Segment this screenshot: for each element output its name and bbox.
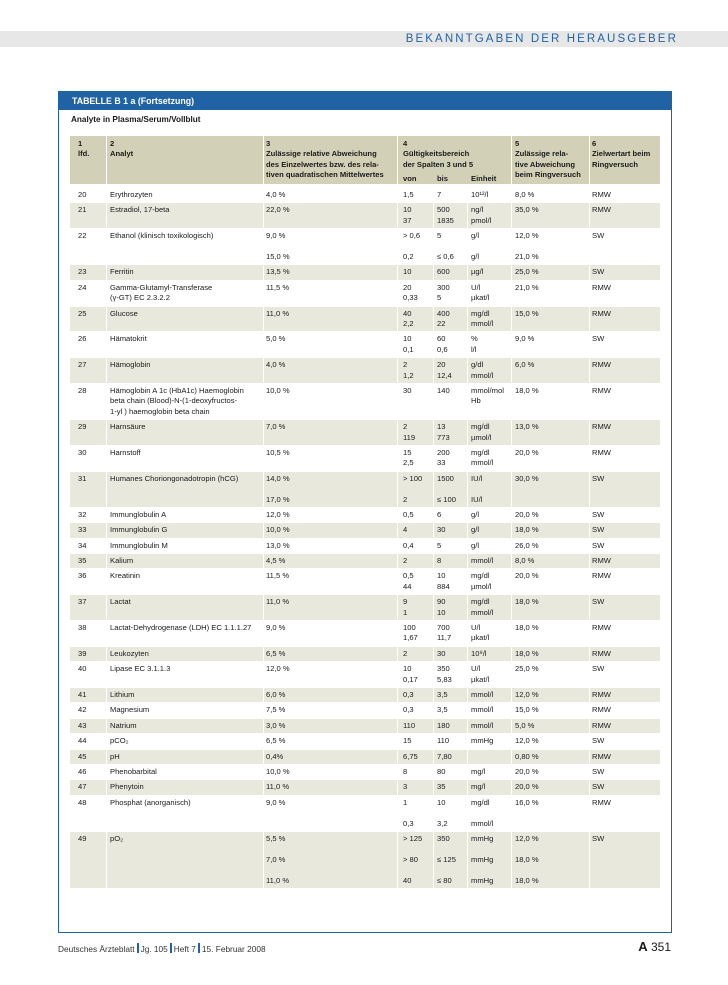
- cell-bis: 350 5,83: [437, 664, 452, 684]
- cell-einheit: mmol/l: [471, 705, 494, 715]
- cell-rab: 20,0 %: [515, 767, 539, 777]
- cell-von: 3: [403, 782, 408, 792]
- cell-abw: 10,5 %: [266, 447, 290, 457]
- cell-einheit: U/l µkat/l: [471, 282, 490, 303]
- cell-einheit: IU/l IU/l: [471, 473, 483, 504]
- cell-bis: 400 22: [437, 308, 450, 328]
- cell-analyt: Humanes Choriongonadotropin (hCG): [110, 473, 239, 483]
- cell-einheit: mmHg mmHg mmHg: [471, 833, 494, 885]
- cell-bis: 180: [437, 720, 450, 730]
- cell-analyt: Immunglobulin A: [110, 509, 167, 519]
- table-row: [70, 703, 660, 718]
- cell-von: 8: [403, 767, 408, 777]
- cell-analyt: Phenobarbital: [110, 767, 157, 777]
- cell-bis: 3,5: [437, 690, 448, 700]
- cell-abw: 0,4%: [266, 751, 284, 761]
- cell-abw: 12,0 %: [266, 664, 290, 674]
- cell-zw: RMW: [592, 385, 611, 395]
- cell-von: 15: [403, 736, 412, 746]
- cell-nr: 41: [78, 690, 87, 700]
- cell-analyt: Gamma-Glutamyl-Transferase (γ-GT) EC 2.3.2.2: [110, 282, 213, 303]
- cell-abw: 12,0 %: [266, 509, 290, 519]
- cell-rab: 20,0 %: [515, 509, 539, 519]
- cell-analyt: Ferritin: [110, 267, 134, 277]
- cell-analyt: pCO₂: [110, 736, 129, 746]
- table-row: [70, 539, 660, 554]
- table-subtitle: Analyte in Plasma/Serum/Vollblut: [71, 115, 201, 124]
- cell-rab: 20,0 %: [515, 571, 539, 581]
- cell-nr: 35: [78, 556, 87, 566]
- cell-zw: SW: [592, 525, 605, 535]
- cell-abw: 13,5 %: [266, 267, 290, 277]
- cell-abw: 4,0 %: [266, 190, 286, 199]
- cell-bis: 7: [437, 190, 442, 199]
- cell-bis: 6: [437, 509, 442, 519]
- cell-abw: 6,5 %: [266, 736, 286, 746]
- cell-rab: 0,80 %: [515, 751, 539, 761]
- cell-abw: 11,5 %: [266, 571, 290, 581]
- cell-abw: 7,0 %: [266, 422, 286, 432]
- cell-einheit: U/l µkat/l: [471, 623, 490, 643]
- cell-von: > 125 > 80 40: [403, 833, 423, 885]
- header-subcolumns: [401, 173, 594, 184]
- cell-zw: SW: [592, 736, 605, 746]
- cell-einheit: 10⁹/l: [471, 648, 487, 658]
- cell-analyt: Hämoglobin A 1c (HbA1c) Haemoglobin beta chain (Blood)-N-(1-deoxyfructos- 1-yl ) haemoglobin beta chain: [110, 385, 244, 416]
- cell-analyt: Hämatokrit: [110, 334, 147, 344]
- cell-einheit: mg/dl mmol/l: [471, 797, 494, 828]
- cell-bis: 500 1835: [437, 205, 454, 225]
- table-row: [70, 229, 660, 265]
- cell-nr: 40: [78, 664, 87, 674]
- cell-einheit: mg/dl µmol/l: [471, 422, 492, 442]
- cell-von: 0,5 44: [403, 571, 414, 591]
- cell-abw: 9,0 %: [266, 797, 286, 807]
- cell-abw: 13,0 %: [266, 540, 290, 550]
- cell-rab: 6,0 %: [515, 360, 535, 370]
- cell-zw: RMW: [592, 648, 611, 658]
- cell-bis: 60 0,6: [437, 334, 448, 354]
- cell-von: 110: [403, 720, 416, 730]
- cell-rab: 20,0 %: [515, 782, 539, 792]
- table-row: [70, 203, 660, 229]
- cell-rab: 15,0 %: [515, 705, 539, 715]
- cell-einheit: mmol/l: [471, 556, 494, 566]
- cell-nr: 46: [78, 767, 87, 777]
- cell-nr: 21: [78, 205, 87, 215]
- table-title: TABELLE B 1 a (Fortsetzung): [59, 92, 671, 110]
- cell-zw: RMW: [592, 360, 611, 370]
- cell-abw: 3,0 %: [266, 720, 286, 730]
- table-row: [70, 780, 660, 795]
- table-row: [70, 307, 660, 333]
- footer: [58, 943, 266, 954]
- data-table: [70, 136, 660, 889]
- cell-von: 10: [403, 267, 412, 277]
- cell-bis: 200 33: [437, 447, 450, 468]
- cell-zw: SW: [592, 267, 605, 277]
- cell-rab: 8,0 %: [515, 190, 535, 199]
- cell-nr: 37: [78, 597, 87, 607]
- cell-rab: 12,0 %: [515, 736, 539, 746]
- cell-abw: 4,0 %: [266, 360, 286, 370]
- cell-einheit: U/l µkat/l: [471, 664, 490, 684]
- table-row: [70, 662, 660, 688]
- cell-abw: 11,5 %: [266, 282, 290, 292]
- cell-bis: 350 ≤ 125 ≤ 80: [437, 833, 456, 885]
- cell-nr: 29: [78, 422, 87, 432]
- cell-bis: 700 11,7: [437, 623, 452, 643]
- cell-zw: SW: [592, 664, 605, 674]
- cell-bis: 300 5: [437, 282, 450, 303]
- cell-nr: 23: [78, 267, 87, 277]
- cell-nr: 45: [78, 751, 87, 761]
- cell-abw: 4,5 %: [266, 556, 286, 566]
- section-title: BEKANNTGABEN DER HERAUSGEBER: [405, 33, 678, 45]
- cell-von: 2: [403, 556, 408, 566]
- cell-von: 4: [403, 525, 408, 535]
- cell-nr: 25: [78, 308, 87, 318]
- page-number: A 351: [638, 939, 671, 954]
- journal-issue: Heft 7: [173, 944, 196, 954]
- cell-bis: 10 884: [437, 571, 450, 591]
- cell-einheit: mmHg: [471, 736, 494, 746]
- cell-abw: 5,0 %: [266, 334, 286, 344]
- cell-nr: 43: [78, 720, 87, 730]
- cell-bis: 30: [437, 525, 446, 535]
- cell-analyt: Lithium: [110, 690, 135, 700]
- cell-bis: 600: [437, 267, 450, 277]
- cell-abw: 9,0 %: [266, 623, 286, 633]
- cell-nr: 34: [78, 540, 87, 550]
- table-row: [70, 719, 660, 734]
- cell-abw: 10,0 %: [266, 767, 290, 777]
- table-row: [70, 621, 660, 647]
- cell-abw: 11,0 %: [266, 308, 290, 318]
- cell-bis: 7,80: [437, 751, 452, 761]
- cell-bis: 20 12,4: [437, 360, 452, 380]
- cell-nr: 33: [78, 525, 87, 535]
- cell-einheit: mg/dl µmol/l: [471, 571, 492, 591]
- cell-bis: 80: [437, 767, 446, 777]
- cell-zw: RMW: [592, 797, 611, 807]
- header-col-4: 4 Gültigkeitsbereich der Spalten 3 und 5: [403, 139, 474, 169]
- cell-nr: 38: [78, 623, 87, 633]
- cell-analyt: Phosphat (anorganisch): [110, 797, 191, 807]
- cell-nr: 27: [78, 360, 87, 370]
- cell-bis: 5: [437, 540, 442, 550]
- cell-zw: RMW: [592, 308, 611, 318]
- cell-nr: 28: [78, 385, 87, 395]
- cell-zw: RMW: [592, 205, 611, 215]
- cell-nr: 24: [78, 282, 87, 292]
- cell-einheit: ng/l pmol/l: [471, 205, 492, 225]
- cell-rab: 20,0 %: [515, 447, 539, 457]
- cell-nr: 39: [78, 648, 87, 658]
- table-row: [70, 595, 660, 621]
- cell-abw: 14,0 % 17,0 %: [266, 473, 290, 504]
- table-body: [70, 188, 660, 889]
- cell-analyt: Immunglobulin M: [110, 540, 168, 550]
- cell-abw: 10,0 %: [266, 385, 290, 395]
- cell-analyt: Natrium: [110, 720, 137, 730]
- cell-einheit: g/l: [471, 509, 480, 519]
- cell-zw: SW: [592, 597, 605, 607]
- cell-von: 10 0,1: [403, 334, 414, 354]
- cell-rab: 8,0 %: [515, 556, 535, 566]
- cell-abw: 22,0 %: [266, 205, 290, 215]
- table-row: [70, 265, 660, 280]
- cell-analyt: Erythrozyten: [110, 190, 153, 199]
- cell-analyt: Ethanol (klinisch toxikologisch): [110, 231, 214, 241]
- cell-von: 30: [403, 385, 412, 395]
- cell-rab: 26,0 %: [515, 540, 539, 550]
- cell-zw: RMW: [592, 623, 611, 633]
- table-row: [70, 508, 660, 523]
- cell-zw: RMW: [592, 690, 611, 700]
- cell-zw: RMW: [592, 282, 611, 292]
- cell-zw: SW: [592, 473, 605, 483]
- table-row: [70, 358, 660, 384]
- table-row: [70, 765, 660, 780]
- cell-abw: 11,0 %: [266, 782, 290, 792]
- cell-abw: 5,5 % 7,0 % 11,0 %: [266, 833, 290, 885]
- cell-von: 10 0,17: [403, 664, 418, 684]
- cell-zw: RMW: [592, 705, 611, 715]
- table-row: [70, 384, 660, 420]
- cell-nr: 47: [78, 782, 87, 792]
- cell-rab: 5,0 %: [515, 720, 535, 730]
- table-row: [70, 796, 660, 832]
- cell-nr: 31: [78, 473, 87, 483]
- cell-zw: SW: [592, 509, 605, 519]
- cell-von: 0,3: [403, 690, 414, 700]
- cell-abw: 11,0 %: [266, 597, 290, 607]
- cell-rab: 18,0 %: [515, 385, 539, 395]
- cell-analyt: Hämoglobin: [110, 360, 151, 370]
- cell-zw: RMW: [592, 556, 611, 566]
- cell-nr: 30: [78, 447, 87, 457]
- cell-zw: RMW: [592, 447, 611, 457]
- cell-rab: 12,0 % 18,0 % 18,0 %: [515, 833, 539, 885]
- cell-analyt: Glucose: [110, 308, 138, 318]
- cell-von: > 100 2: [403, 473, 423, 504]
- cell-abw: 6,5 %: [266, 648, 286, 658]
- cell-einheit: mmol/l: [471, 720, 494, 730]
- cell-einheit: g/l g/l: [471, 231, 480, 261]
- cell-rab: 18,0 %: [515, 525, 539, 535]
- cell-rab: 25,0 %: [515, 664, 539, 674]
- cell-bis: 35: [437, 782, 446, 792]
- cell-zw: SW: [592, 767, 605, 777]
- cell-zw: SW: [592, 231, 605, 241]
- cell-zw: SW: [592, 334, 605, 344]
- cell-rab: 15,0 %: [515, 308, 539, 318]
- cell-nr: 32: [78, 509, 87, 519]
- cell-von: 2 119: [403, 422, 416, 442]
- header-col-3: 3 Zulässige relative Abweichung des Einzelwertes bzw. des rela- tiven quadratischen Mittelwertes: [266, 139, 384, 180]
- table-row: [70, 420, 660, 446]
- cell-rab: 18,0 %: [515, 648, 539, 658]
- cell-zw: SW: [592, 540, 605, 550]
- cell-nr: 48: [78, 797, 87, 807]
- cell-nr: 20: [78, 190, 87, 199]
- cell-analyt: Lactat: [110, 597, 131, 607]
- cell-von: 6,75: [403, 751, 418, 761]
- cell-rab: 30,0 %: [515, 473, 539, 483]
- cell-analyt: Immunglobulin G: [110, 525, 168, 535]
- cell-rab: 12,0 % 21,0 %: [515, 231, 539, 261]
- cell-analyt: Harnsäure: [110, 422, 146, 432]
- cell-rab: 16,0 %: [515, 797, 539, 807]
- table-row: [70, 188, 660, 203]
- cell-zw: RMW: [592, 720, 611, 730]
- cell-analyt: Lipase EC 3.1.1.3: [110, 664, 171, 674]
- cell-rab: 9,0 %: [515, 334, 535, 344]
- journal-volume: Jg. 105: [140, 944, 168, 954]
- cell-abw: 7,5 %: [266, 705, 286, 715]
- cell-rab: 12,0 %: [515, 690, 539, 700]
- cell-rab: 18,0 %: [515, 597, 539, 607]
- cell-analyt: Harnstoff: [110, 447, 141, 457]
- cell-von: 15 2,5: [403, 447, 414, 468]
- table-row: [70, 281, 660, 307]
- cell-zw: SW: [592, 782, 605, 792]
- cell-bis: 110: [437, 736, 450, 746]
- table-row: [70, 446, 660, 472]
- cell-einheit: g/l: [471, 525, 480, 535]
- cell-analyt: Kalium: [110, 556, 134, 566]
- cell-nr: 26: [78, 334, 87, 344]
- cell-von: 0,5: [403, 509, 414, 519]
- header-von: von: [403, 174, 417, 183]
- table-row: [70, 734, 660, 749]
- header-col-2: 2 Analyt: [110, 139, 134, 159]
- cell-von: 100 1,67: [403, 623, 418, 643]
- table-row: [70, 523, 660, 538]
- cell-zw: RMW: [592, 571, 611, 581]
- cell-rab: 13,0 %: [515, 422, 539, 432]
- cell-einheit: mg/dl mmol/l: [471, 447, 494, 468]
- cell-von: 1,5: [403, 190, 414, 199]
- cell-von: 9 1: [403, 597, 408, 617]
- cell-einheit: mg/dl mmol/l: [471, 597, 494, 617]
- cell-nr: 36: [78, 571, 87, 581]
- table-row: [70, 832, 660, 889]
- cell-nr: 44: [78, 736, 87, 746]
- cell-nr: 22: [78, 231, 87, 241]
- header-col-1: 1 lfd.: [78, 139, 90, 159]
- cell-analyt: Lactat-Dehydrogenase (LDH) EC 1.1.1.27: [110, 623, 252, 633]
- table-row: [70, 647, 660, 662]
- table-row: [70, 332, 660, 358]
- cell-bis: 90 10: [437, 597, 446, 617]
- cell-nr: 42: [78, 705, 87, 715]
- cell-rab: 21,0 %: [515, 282, 539, 292]
- cell-einheit: mmol/mol Hb: [471, 385, 504, 406]
- header-einheit: Einheit: [471, 174, 497, 183]
- cell-rab: 35,0 %: [515, 205, 539, 215]
- cell-einheit: 10¹²/l: [471, 190, 489, 199]
- table-row: [70, 554, 660, 569]
- cell-analyt: Phenytoin: [110, 782, 144, 792]
- cell-abw: 10,0 %: [266, 525, 290, 535]
- cell-bis: 10 3,2: [437, 797, 448, 828]
- cell-einheit: % l/l: [471, 334, 478, 354]
- cell-von: 20 0,33: [403, 282, 418, 303]
- table-row: [70, 688, 660, 703]
- cell-von: 1 0,3: [403, 797, 414, 828]
- cell-zw: RMW: [592, 190, 611, 199]
- cell-abw: 9,0 % 15,0 %: [266, 231, 290, 261]
- cell-zw: SW: [592, 833, 605, 843]
- cell-von: 2: [403, 648, 408, 658]
- cell-rab: 18,0 %: [515, 623, 539, 633]
- cell-einheit: mg/l: [471, 782, 486, 792]
- cell-bis: 8: [437, 556, 442, 566]
- journal-date: 15. Februar 2008: [201, 944, 266, 954]
- cell-bis: 140: [437, 385, 450, 395]
- cell-einheit: g/l: [471, 540, 480, 550]
- header-col-5: 5 Zulässige rela- tive Abweichung beim Ringversuch: [515, 139, 581, 180]
- table-row: [70, 569, 660, 595]
- cell-von: 2 1,2: [403, 360, 414, 380]
- cell-abw: 6,0 %: [266, 690, 286, 700]
- journal-name: Deutsches Ärzteblatt: [58, 944, 135, 954]
- cell-rab: 25,0 %: [515, 267, 539, 277]
- cell-bis: 30: [437, 648, 446, 658]
- header-col-6: 6 Zielwertart beim Ringversuch: [592, 139, 651, 169]
- table-frame: [58, 91, 672, 933]
- cell-analyt: pO₂: [110, 833, 124, 843]
- cell-einheit: g/dl mmol/l: [471, 360, 494, 380]
- cell-zw: RMW: [592, 751, 611, 761]
- cell-analyt: Kreatinin: [110, 571, 140, 581]
- cell-analyt: Magnesium: [110, 705, 150, 715]
- cell-von: 40 2,2: [403, 308, 414, 328]
- cell-von: 0,3: [403, 705, 414, 715]
- cell-bis: 5 ≤ 0,6: [437, 231, 454, 261]
- cell-analyt: pH: [110, 751, 120, 761]
- cell-einheit: mmol/l: [471, 690, 494, 700]
- cell-nr: 49: [78, 833, 87, 843]
- table-header: [70, 136, 660, 184]
- cell-einheit: µg/l: [471, 267, 484, 277]
- cell-einheit: mg/l: [471, 767, 486, 777]
- header-bis: bis: [437, 174, 448, 183]
- cell-von: 10 37: [403, 205, 412, 225]
- table-row: [70, 750, 660, 765]
- cell-bis: 3,5: [437, 705, 448, 715]
- cell-analyt: Leukozyten: [110, 648, 149, 658]
- table-row: [70, 472, 660, 508]
- cell-einheit: mg/dl mmol/l: [471, 308, 494, 328]
- cell-bis: 13 773: [437, 422, 450, 442]
- cell-von: > 0,6 0,2: [403, 231, 421, 261]
- cell-zw: RMW: [592, 422, 611, 432]
- cell-von: 0,4: [403, 540, 414, 550]
- cell-bis: 1500 ≤ 100: [437, 473, 456, 504]
- cell-analyt: Estradiol, 17-beta: [110, 205, 170, 215]
